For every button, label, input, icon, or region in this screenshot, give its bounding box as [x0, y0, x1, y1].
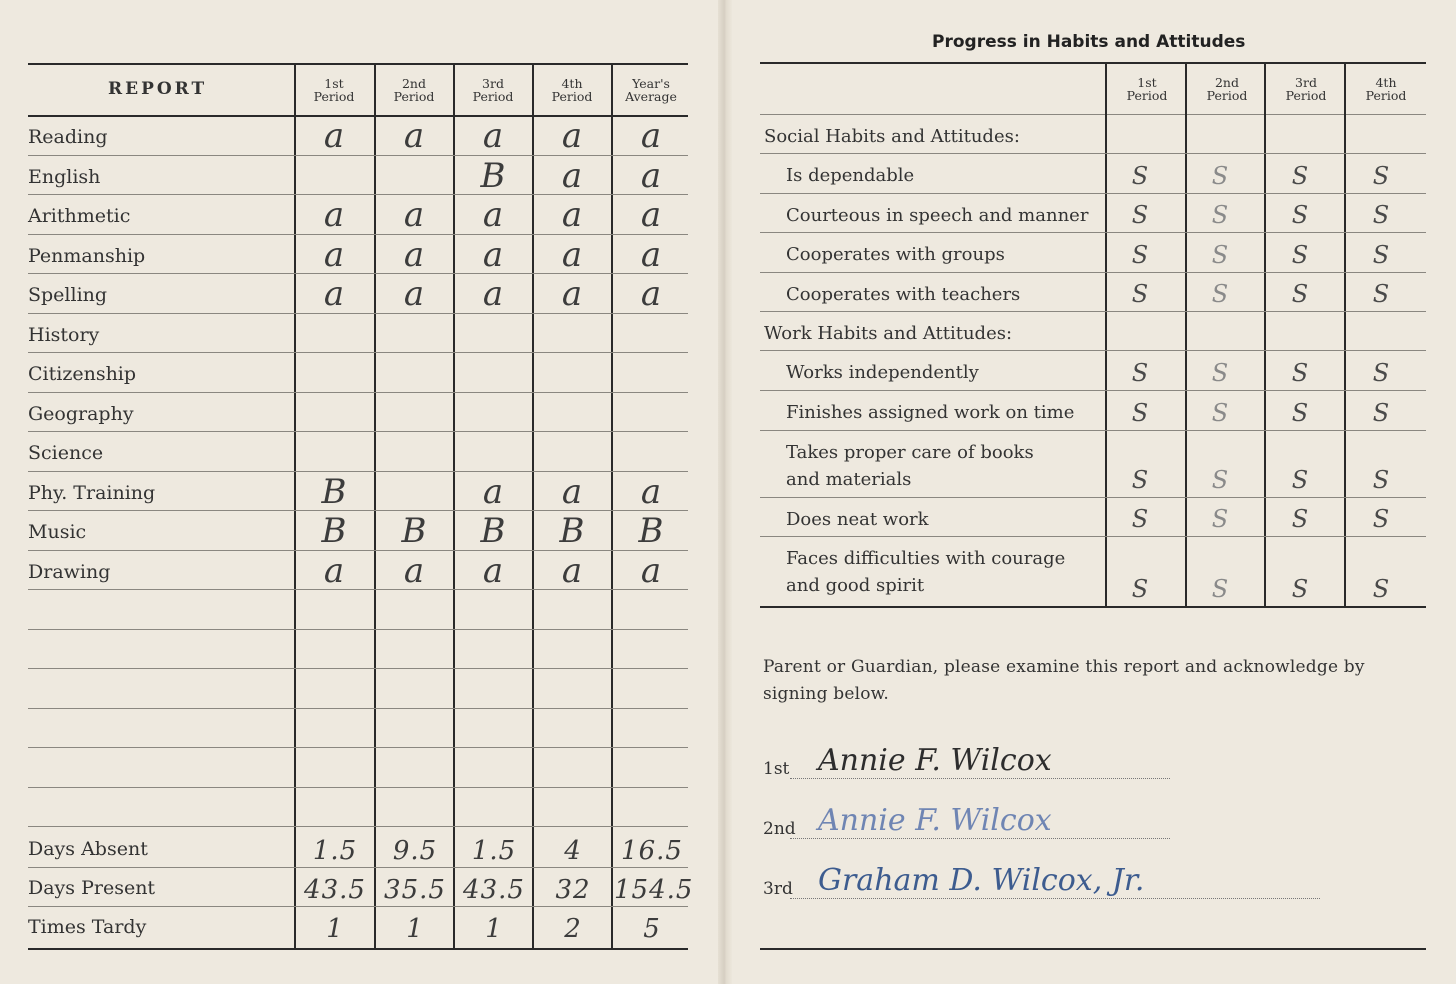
report-row-rule [28, 589, 688, 590]
habits-row-rule [760, 193, 1426, 194]
signature-period: 2nd [763, 819, 796, 839]
habit-mark: S [1211, 201, 1229, 229]
grade-mark: a [640, 156, 662, 196]
report-row-rule [28, 787, 688, 788]
report-row-rule [28, 629, 688, 630]
grade-mark: a [482, 116, 504, 156]
attendance-value: 154.5 [614, 875, 694, 905]
attendance-label: Days Absent [28, 838, 148, 860]
grade-mark: a [403, 274, 425, 314]
report-row-rule [28, 431, 688, 432]
subject-name: History [28, 324, 100, 346]
grade-mark: a [561, 274, 583, 314]
subject-name: Spelling [28, 284, 108, 306]
habits-row-rule [760, 232, 1426, 233]
report-title: REPORT [108, 79, 208, 99]
report-row-rule [28, 313, 688, 314]
grade-mark: a [640, 235, 662, 275]
grade-mark: a [561, 195, 583, 235]
report-row-rule [28, 392, 688, 393]
grade-mark: a [640, 551, 662, 591]
habits-row-rule [760, 497, 1426, 498]
habits-item-label: Cooperates with teachers [786, 284, 1021, 305]
habit-mark: S [1131, 241, 1149, 269]
report-row-rule [28, 668, 688, 669]
habit-mark: S [1291, 359, 1309, 387]
grade-mark: B [559, 511, 585, 551]
habits-column-header: 4th Period [1365, 75, 1407, 103]
report-column-divider [532, 63, 534, 948]
habit-mark: S [1131, 466, 1149, 494]
attendance-label: Days Present [28, 877, 156, 899]
subject-name: Science [28, 442, 104, 464]
habits-item-label: Finishes assigned work on time [786, 402, 1075, 423]
attendance-value: 1.5 [471, 836, 517, 866]
habit-mark: S [1291, 201, 1309, 229]
report-row-rule [28, 510, 688, 511]
habit-mark: S [1291, 399, 1309, 427]
habits-row-rule [760, 153, 1426, 154]
grade-mark: a [561, 551, 583, 591]
report-row-rule [28, 352, 688, 353]
grade-mark: a [482, 235, 504, 275]
subject-name: Phy. Training [28, 482, 156, 504]
grade-mark: a [561, 156, 583, 196]
grade-mark: a [403, 195, 425, 235]
habit-mark: S [1131, 359, 1149, 387]
habit-mark: S [1372, 162, 1390, 190]
attendance-value: 4 [564, 836, 582, 866]
grade-mark: a [640, 195, 662, 235]
habits-section-heading: Social Habits and Attitudes: [764, 126, 1020, 147]
report-column-header: 3rd Period [472, 76, 514, 104]
habits-row-rule [760, 272, 1426, 273]
habit-mark: S [1211, 575, 1229, 603]
habits-item-label: Courteous in speech and manner [786, 205, 1089, 226]
signature-period: 3rd [763, 879, 793, 899]
habits-column-header: 1st Period [1126, 75, 1168, 103]
attendance-value: 43.5 [304, 875, 366, 905]
subject-name: Music [28, 521, 87, 543]
grade-mark: a [323, 235, 345, 275]
grade-mark: B [321, 472, 347, 512]
habit-mark: S [1211, 280, 1229, 308]
subject-name: Penmanship [28, 245, 146, 267]
habit-mark: S [1131, 505, 1149, 533]
habits-column-header: 2nd Period [1206, 75, 1248, 103]
habit-mark: S [1291, 280, 1309, 308]
report-row-rule [28, 234, 688, 235]
habit-mark: S [1372, 359, 1390, 387]
habit-mark: S [1211, 162, 1229, 190]
grade-mark: a [323, 551, 345, 591]
habits-item-label: Takes proper care of books and materials [786, 442, 1034, 490]
habit-mark: S [1291, 466, 1309, 494]
report-column-divider [453, 63, 455, 948]
grade-mark: B [321, 511, 347, 551]
habit-mark: S [1131, 399, 1149, 427]
habit-mark: S [1372, 280, 1390, 308]
grade-mark: a [640, 116, 662, 156]
report-column-header: 1st Period [313, 76, 355, 104]
attendance-value: 5 [643, 914, 661, 944]
grade-mark: B [480, 156, 506, 196]
report-header-rule [28, 115, 688, 117]
habits-column-divider [1105, 62, 1107, 606]
report-row-rule [28, 747, 688, 748]
habits-row-rule [760, 430, 1426, 431]
grade-mark: a [561, 472, 583, 512]
habits-item-label: Cooperates with groups [786, 244, 1005, 265]
attendance-value: 1 [406, 914, 424, 944]
habits-item-label: Faces difficulties with courage and good spirit [786, 548, 1066, 596]
attendance-value: 43.5 [463, 875, 525, 905]
grade-mark: a [403, 116, 425, 156]
habits-column-divider [1344, 62, 1346, 606]
signature: Annie F. Wilcox [818, 743, 1052, 778]
habit-mark: S [1291, 162, 1309, 190]
habits-bottom-rule [760, 606, 1426, 608]
grade-mark: a [561, 235, 583, 275]
habits-top-rule [760, 62, 1426, 64]
grade-mark: a [482, 274, 504, 314]
subject-name: Citizenship [28, 363, 137, 385]
attendance-value: 1.5 [312, 836, 358, 866]
habits-row-rule [760, 350, 1426, 351]
report-row-rule [28, 550, 688, 551]
report-column-header: 4th Period [551, 76, 593, 104]
habits-section-heading: Work Habits and Attitudes: [764, 323, 1013, 344]
signature-line [790, 898, 1320, 899]
habit-mark: S [1131, 162, 1149, 190]
report-row-rule [28, 194, 688, 195]
signature: Annie F. Wilcox [818, 803, 1052, 838]
report-bottom-rule [28, 948, 688, 950]
attendance-value: 16.5 [621, 836, 683, 866]
habit-mark: S [1372, 505, 1390, 533]
report-row-rule [28, 273, 688, 274]
habit-mark: S [1211, 241, 1229, 269]
grade-mark: a [323, 195, 345, 235]
grade-mark: a [482, 195, 504, 235]
attendance-value: 35.5 [384, 875, 446, 905]
grade-mark: a [640, 274, 662, 314]
habit-mark: S [1372, 466, 1390, 494]
page-fold [718, 0, 732, 984]
habit-mark: S [1131, 201, 1149, 229]
signature-line [790, 838, 1170, 839]
habit-mark: S [1291, 241, 1309, 269]
attendance-value: 1 [485, 914, 503, 944]
signature-line [790, 778, 1170, 779]
habits-column-divider [1185, 62, 1187, 606]
attendance-value: 1 [326, 914, 344, 944]
signature-period: 1st [763, 759, 790, 779]
report-row-rule [28, 471, 688, 472]
habit-mark: S [1372, 241, 1390, 269]
grade-mark: a [482, 472, 504, 512]
report-row-rule [28, 708, 688, 709]
report-top-rule [28, 63, 688, 65]
report-column-divider [374, 63, 376, 948]
attendance-value: 32 [555, 875, 591, 905]
habits-item-label: Does neat work [786, 509, 929, 530]
grade-mark: a [323, 274, 345, 314]
habits-row-rule [760, 311, 1426, 312]
habit-mark: S [1291, 505, 1309, 533]
grade-mark: B [401, 511, 427, 551]
signature: Graham D. Wilcox, Jr. [818, 863, 1145, 898]
habit-mark: S [1372, 575, 1390, 603]
habits-title: Progress in Habits and Attitudes [932, 32, 1246, 52]
report-column-header: Year's Average [625, 76, 677, 104]
grade-mark: B [480, 511, 506, 551]
habits-item-label: Is dependable [786, 165, 915, 186]
habit-mark: S [1291, 575, 1309, 603]
report-column-divider [611, 63, 613, 948]
subject-name: Geography [28, 403, 134, 425]
habits-row-rule [760, 390, 1426, 391]
grade-mark: a [561, 116, 583, 156]
habits-column-header: 3rd Period [1285, 75, 1327, 103]
grade-mark: a [640, 472, 662, 512]
subject-name: Drawing [28, 561, 111, 583]
subject-name: English [28, 166, 101, 188]
habits-row-rule [760, 536, 1426, 537]
subject-name: Reading [28, 126, 108, 148]
habit-mark: S [1131, 575, 1149, 603]
page-bottom-rule [760, 948, 1426, 950]
habit-mark: S [1211, 466, 1229, 494]
habit-mark: S [1211, 359, 1229, 387]
habits-column-divider [1264, 62, 1266, 606]
grade-mark: a [403, 551, 425, 591]
grade-mark: a [403, 235, 425, 275]
habit-mark: S [1211, 505, 1229, 533]
habit-mark: S [1372, 399, 1390, 427]
habit-mark: S [1131, 280, 1149, 308]
grade-mark: B [638, 511, 664, 551]
report-row-rule [28, 155, 688, 156]
habits-item-label: Works independently [786, 362, 979, 383]
grade-mark: a [323, 116, 345, 156]
habit-mark: S [1211, 399, 1229, 427]
attendance-label: Times Tardy [28, 916, 147, 938]
attendance-value: 9.5 [392, 836, 438, 866]
subject-name: Arithmetic [28, 205, 131, 227]
habit-mark: S [1372, 201, 1390, 229]
attendance-value: 2 [564, 914, 582, 944]
report-row-rule [28, 826, 688, 827]
report-column-divider [294, 63, 296, 948]
habits-header-rule [760, 114, 1426, 115]
report-column-header: 2nd Period [393, 76, 435, 104]
grade-mark: a [482, 551, 504, 591]
acknowledgement-text: Parent or Guardian, please examine this report and acknowledge by signing below. [763, 657, 1365, 704]
